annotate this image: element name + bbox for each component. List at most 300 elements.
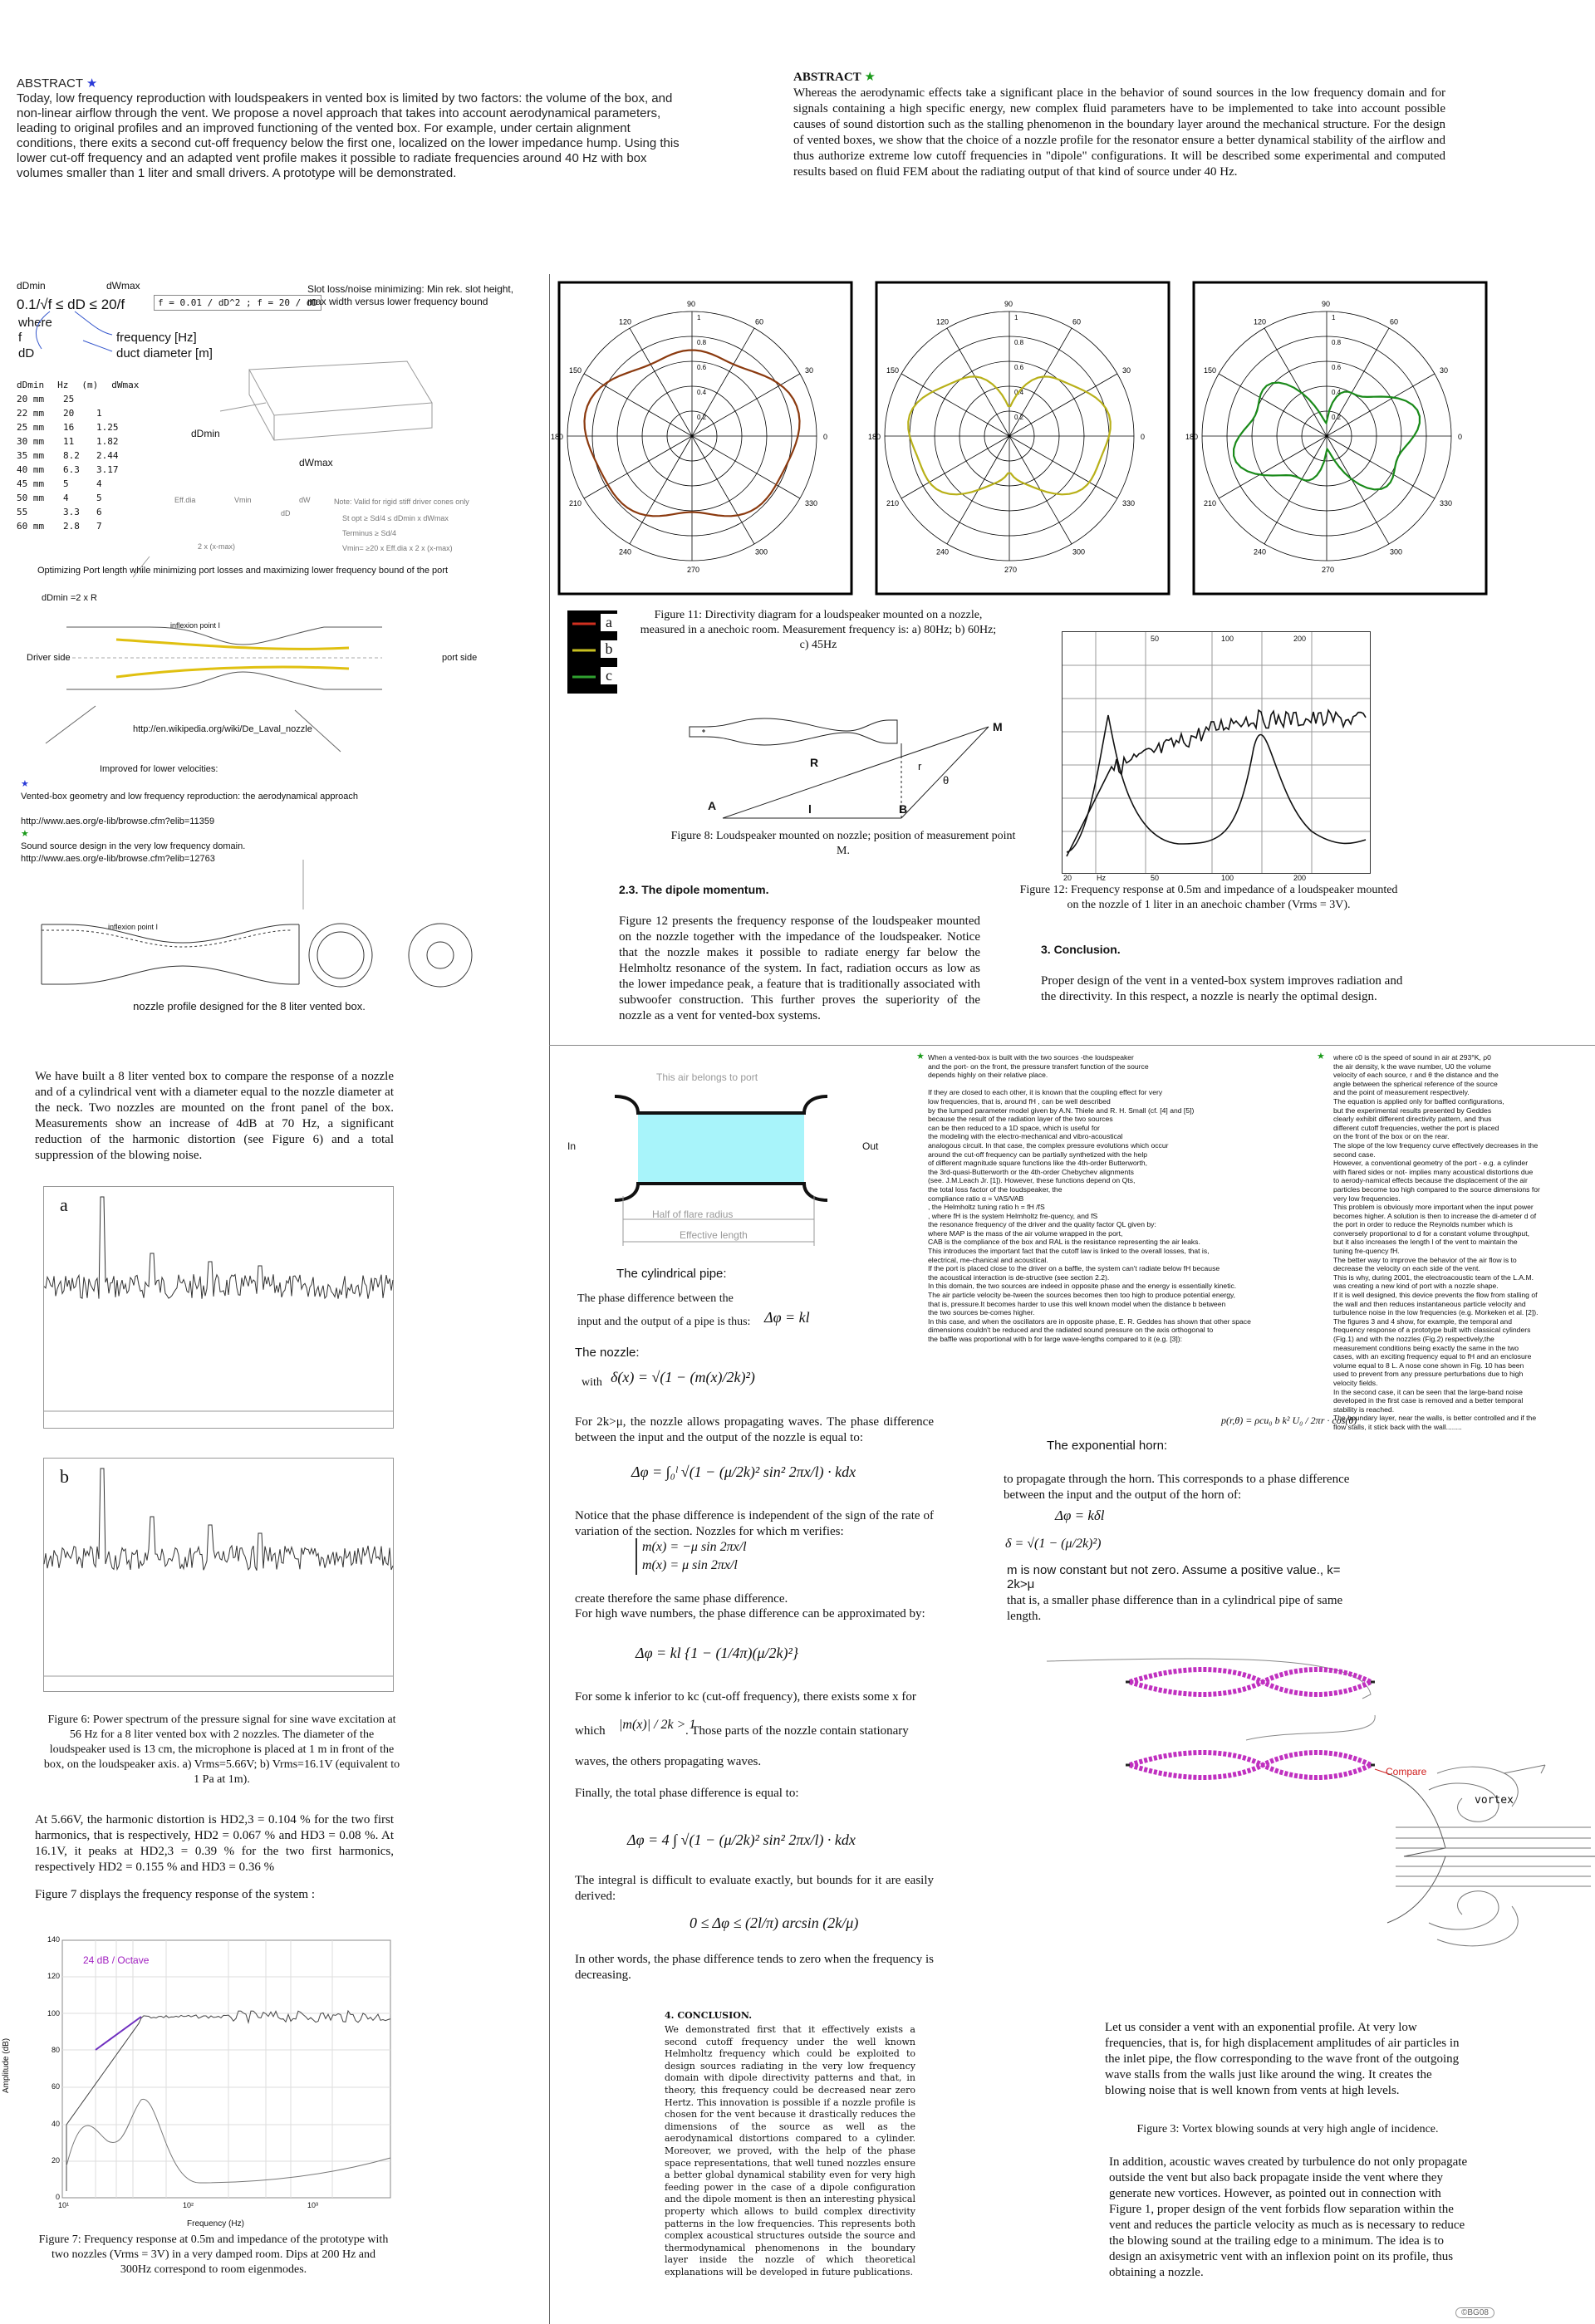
freq-table xyxy=(17,378,139,533)
valid-note: Note: Valid for rigid stiff driver cones only xyxy=(334,498,469,506)
fig12-bottom-tick: 50 xyxy=(1151,874,1160,882)
p-equation: p(r,θ) = ρcu₀ b k² U₀ / 2πr · cos(θ) xyxy=(1221,1415,1357,1426)
polar-angle-label: 300 xyxy=(1072,547,1086,556)
text-line: clearly exhibit different directivity pattern, and thus xyxy=(1333,1115,1492,1124)
horn-note: m is now constant but not zero. Assume a positive value., k= 2k>μ xyxy=(1007,1563,1341,1591)
table-cell: 6 xyxy=(96,507,102,517)
distortion-paragraph: At 5.66V, the harmonic distortion is HD2,3 = 0.104 % for the two first harmonics, that is respectively, HD2 = 0.067 % and HD3 = 0.08 %. At 16.1V, it peaks at HD2,3 = 0.39 % for the two first harmonics, respectively HD2 = 0.155 % and HD3 = 0.36 % xyxy=(35,1813,394,1874)
text-line: the total loss factor of the loudspeaker, the xyxy=(928,1184,1063,1194)
table-cell: 2.44 xyxy=(96,450,119,461)
text-line: The better way to improve the behavior of the air flow is to xyxy=(1333,1255,1517,1264)
text-line: When a vented-box is built with the two sources -the loudspeaker xyxy=(928,1053,1134,1061)
integral-text: The integral is difficult to evaluate exactly, but bounds for it are easily derived: xyxy=(575,1874,934,1903)
fig7-octave: 24 dB / Octave xyxy=(83,1954,150,1966)
conclusion4-text: We demonstrated first that it effectively exists a second cutoff frequency under the well known Helmholtz frequency which could be exploited to design sources radiating in the very low frequency domain with dipole directivity patterns and that, in theory, this frequency could be decreased near zero Hertz. This innovation is possible if a nozzle profile is chosen for the vent because it drastically reduces the dimensions of the source as well as the aerodynamical distortions compared to a cylinder. Moreover, we proved, with the help of the phase space representations, that well tuned nozzles ensure a better global dynamical stability even for very high feeding power in the case of a dipole configuration and the dipole moment is then an interesting physical property which allows to build complex directivity patterns in the low frequencies. This represents both complex acoustical structures outside the source and thermodynamical phenomenons in the boundary layer inside the nozzle of which theoretical explanations will be developed in future publications. xyxy=(665,2024,915,2277)
nozzle-title: The nozzle: xyxy=(575,1346,640,1360)
fig11-caption: Figure 11: Directivity diagram for a loudspeaker mounted on a nozzle, measured in a anechoic room. Measurement frequency is: a) 80Hz; b) 60Hz; c) 45Hz xyxy=(640,609,997,651)
text-line: the 3rd-quasi-Butterworth or the 4th-order Chebychev alignments xyxy=(928,1167,1134,1176)
text-line: and the point of measurement respectively. xyxy=(1333,1088,1470,1097)
xmax: 2 x (x-max) xyxy=(198,542,235,551)
row-divider xyxy=(549,1045,1595,1046)
formula-f1: f = 0.01 / dD^2 xyxy=(158,297,241,308)
table-cell: 5 xyxy=(96,493,102,503)
polar-angle-label: 240 xyxy=(619,547,632,556)
polar-angle-label: 30 xyxy=(1122,366,1131,375)
dd-desc: duct diameter [m] xyxy=(116,346,213,360)
text-line: analogous circuit. In that case, the complex pressure evolutions which occur xyxy=(928,1140,1169,1150)
cyl-title: The cylindrical pipe: xyxy=(616,1267,727,1281)
polar-angle-label: 330 xyxy=(805,499,818,507)
horn-eq1: Δφ = kδl xyxy=(1055,1508,1105,1523)
fig12-top-tick: 200 xyxy=(1293,635,1307,643)
table-row xyxy=(17,406,139,420)
polar-plot xyxy=(1185,282,1486,594)
eq2 xyxy=(636,1538,747,1575)
text-line: second case. xyxy=(1333,1150,1376,1159)
column-divider xyxy=(549,274,550,2324)
fig6b-plot xyxy=(43,1458,394,1692)
polar-angle-label: 240 xyxy=(936,547,950,556)
polar-plots xyxy=(551,282,1589,594)
text-line: In the second case, it can be seen that the large-band noise xyxy=(1333,1387,1523,1396)
fig7-ytick: 60 xyxy=(51,2082,60,2091)
notes-panel xyxy=(17,278,532,1017)
fig8-svg xyxy=(673,694,1030,822)
fig12-bottom-tick: 200 xyxy=(1293,874,1307,882)
text-line: The slope of the low frequency curve effectively decreases in the xyxy=(1333,1140,1539,1150)
fig12-bottom-tick: 20 xyxy=(1063,874,1072,882)
text-line: where c0 is the speed of sound in air at 293°K, ρ0 xyxy=(1333,1053,1491,1061)
eq5: Δφ = 4 ∫ √(1 − (μ/2k)² sin² 2πx/l) · kdx xyxy=(627,1831,856,1848)
table-cell: 1.82 xyxy=(96,436,119,447)
fig8-A: A xyxy=(708,799,717,812)
text-line: If they are closed to each other, it is known that the coupling effect for very xyxy=(928,1088,1163,1097)
table-cell: 25 mm xyxy=(17,422,45,433)
fig6a-label: a xyxy=(60,1194,68,1215)
table-row xyxy=(17,420,139,434)
table-cell: 4 xyxy=(96,478,102,489)
polar-angle-label: 150 xyxy=(568,366,582,375)
table-cell: 1.25 xyxy=(96,422,119,433)
polar-angle-label: 150 xyxy=(1203,366,1217,375)
polar-angle-label: 210 xyxy=(568,499,582,507)
text-line: volume equal to 8 L. A nose cone shown in Fig. 10 has been xyxy=(1333,1361,1524,1370)
vortex-caption: Figure 3: Vortex blowing sounds at very high angle of incidence. xyxy=(1136,2123,1439,2135)
driver-side: Driver side xyxy=(27,653,71,663)
abstract-right-title: ABSTRACT xyxy=(793,71,861,84)
intro-paragraph: We have built a 8 liter vented box to compare the response of a nozzle and of a cylindrical vent with a diameter equal to the nozzle diameter at the neck. Two nozzles are mounted on the front panel of the box. Measurements show an increase of 4dB at 70 Hz, a significant reduction of the harmonic distortion (see Figure 6) and a total suppression of the blowing noise. xyxy=(35,1070,394,1162)
star-icon: ★ xyxy=(864,71,876,84)
table-cell: 2.8 xyxy=(63,521,80,532)
text-line: was creating a new kind of port with a nozzle shape. xyxy=(1333,1282,1499,1291)
text-line: The equation is applied only for baffled configurations, xyxy=(1333,1096,1504,1106)
out-label: Out xyxy=(862,1140,879,1152)
table-cell: 3.17 xyxy=(96,464,119,475)
text-line: , where fH is the system Helmholtz fre-quency, and fS xyxy=(928,1211,1098,1220)
horn-smaller: that is, a smaller phase difference than in a cylindrical pipe of same length. xyxy=(1007,1594,1343,1623)
ref1-title: Vented-box geometry and low frequency reproduction: the aerodynamical approach xyxy=(21,792,359,802)
text-line: In this domain, the two sources are indeed in opposite phase and the energy is essentially kinetic. xyxy=(928,1282,1237,1291)
text-line: used to prevent from any pressure perturbations due to high xyxy=(1333,1370,1524,1379)
polar-radius-label: 0.4 xyxy=(1332,389,1342,396)
dipole-heading: 2.3. The dipole momentum. xyxy=(619,883,769,896)
vmin: Vmin xyxy=(234,496,252,504)
fig7-ytick: 120 xyxy=(47,1972,60,1981)
polar-angle-label: 90 xyxy=(1322,300,1331,308)
same-text: create therefore the same phase difference. xyxy=(575,1592,788,1606)
polar-radius-label: 1 xyxy=(697,314,701,321)
conclusion4-heading: 4. CONCLUSION. xyxy=(665,2010,753,2021)
polar-plot xyxy=(551,282,851,594)
vortex-diagram xyxy=(1047,1649,1595,2006)
text-line: different cutoff frequencies, wether the port is placed xyxy=(1333,1123,1499,1132)
fig7-ytick: 40 xyxy=(51,2119,60,2128)
text-line: In this case, and when the oscillators are in opposite phase, E. R. Geddes has shown that other space xyxy=(928,1316,1251,1326)
text-line: (Fig.1) and with the nozzles (Fig.2) respectively,the xyxy=(1333,1335,1494,1343)
polar-angle-label: 120 xyxy=(619,317,632,326)
text-line: This introduces the important fact that the cutoff law is linked to the overall losses, that is, xyxy=(928,1247,1210,1256)
text-line: the two sources be-comes higher. xyxy=(928,1308,1035,1317)
text-line: because the result of the radiation layer of the two sources xyxy=(928,1115,1113,1124)
fig7-ylabel: Amplitude (dB) xyxy=(2,2037,11,2093)
polar-angle-label: 0 xyxy=(1141,433,1146,441)
port-side: port side xyxy=(442,653,478,663)
polar-angle-label: 300 xyxy=(755,547,768,556)
ineq: 0.1/√f ≤ dD ≤ 20/f xyxy=(17,297,125,312)
abstract-right-text: Whereas the aerodynamic effects take a significant place in the behavior of sound sources in the low frequency domain and for signals containing a high specific energy, new complex fluid parameters have to be implemented to take into account possible causes of sound distortion such as the stalling phenomenon in the boundary layer around the mechanical structure. For the design of vented boxes, we show that the choice of a nozzle profile for the resonator ensure a better dynamical stability of the airflow and thus authorize extreme low cutoff frequencies in "dipole" configurations. It will be described some experimental and computed results based on fluid FEM about the radiating output of that kind of source under 40 Hz. xyxy=(793,86,1445,179)
where-label: where xyxy=(18,316,52,330)
text-line: electrical, me-chanical and acoustical. xyxy=(928,1255,1048,1264)
small-column-1 xyxy=(928,1053,1314,1344)
text-line: the acoustical interaction is de-structive (see section 2.2). xyxy=(928,1272,1110,1282)
text-line: compliance ratio α = VAS/VAB xyxy=(928,1194,1024,1203)
text-line: decrease the velocity on each side of the vent. xyxy=(1333,1264,1480,1273)
polar-angle-label: 180 xyxy=(1185,433,1199,441)
formula-f2: f = 20 / dD xyxy=(257,297,318,308)
vmin-formula: Vmin= ≥20 x Eff.dia x 2 x (x-max) xyxy=(342,544,453,552)
improved-label: Improved for lower velocities: xyxy=(100,764,218,774)
text-line: low frequencies, that is, around fH , can be well described xyxy=(928,1096,1111,1106)
star-glyph: ★ xyxy=(1317,1052,1325,1061)
star-icon: ★ xyxy=(86,76,98,91)
horn-text: to propagate through the horn. This corresponds to a phase difference between the input and the output of the horn of: xyxy=(1004,1473,1350,1502)
table-row xyxy=(17,434,139,449)
text-line: If the port is placed close to the driver on a baffle, the system can't radiate below fH because xyxy=(928,1264,1220,1273)
credit-badge: ©BG08 xyxy=(1455,2307,1494,2318)
text-line: velocity fields. xyxy=(1333,1378,1378,1387)
eq2a: m(x) = −μ sin 2πx/l xyxy=(642,1540,747,1554)
text-line: to aerody-namical effects because the displacement of the air xyxy=(1333,1176,1528,1185)
table-row xyxy=(17,519,139,533)
polar-angle-label: 120 xyxy=(1254,317,1267,326)
text-line: This problem is obviously more important when the input power xyxy=(1333,1203,1534,1212)
fig8-B: B xyxy=(899,802,908,816)
polar-angle-label: 0 xyxy=(823,433,828,441)
high-text: For high wave numbers, the phase difference can be approximated by: xyxy=(575,1607,925,1620)
table-row xyxy=(17,463,139,477)
ref2-url[interactable]: http://www.aes.org/e-lib/browse.cfm?elib=12763 xyxy=(21,854,215,864)
polar-angle-label: 210 xyxy=(1203,499,1217,507)
text-line: dimensions couldn't be reduced and the radiated sound pressure on the axis orthogonal to xyxy=(928,1326,1214,1335)
table-cell: 11 xyxy=(63,436,75,447)
polar-angle-label: 60 xyxy=(755,317,764,326)
polar-angle-label: 120 xyxy=(936,317,950,326)
text-line: by the lumped parameter model given by A.N. Thiele and R. H. Small (cf. [4] and [5]) xyxy=(928,1106,1195,1115)
fig12-plot xyxy=(1062,631,1371,874)
polar-angle-label: 180 xyxy=(868,433,881,441)
text-line: velocity of each source, r and θ the distance and the xyxy=(1333,1071,1499,1080)
wiki-link[interactable]: http://en.wikipedia.org/wiki/De_Laval_nozzle xyxy=(133,724,312,734)
fig8-M: M xyxy=(993,720,1003,733)
cyl-text: The phase difference between the input and the output of a pipe is thus: xyxy=(577,1292,751,1328)
text-line: the air density, k the wave number, U0 the volume xyxy=(1333,1061,1491,1071)
half-flare-label: Half of flare radius xyxy=(652,1209,734,1220)
polar-angle-label: 90 xyxy=(687,300,696,308)
table-cell: 6.3 xyxy=(63,464,80,475)
table-cell: 40 mm xyxy=(17,464,45,475)
text-line: can be then reduced to a 1D space, which is useful for xyxy=(928,1123,1100,1132)
text-line: the resonance frequency of the driver and the quality factor QL given by: xyxy=(928,1220,1156,1229)
eq4: |m(x)| / 2k > 1 xyxy=(619,1718,696,1732)
text-line: conversely proportional to d for a constant volume throughput, xyxy=(1333,1228,1529,1238)
table-cell: 4 xyxy=(63,493,69,503)
fig7-xtick: 10¹ xyxy=(58,2201,70,2209)
fig12-caption: Figure 12: Frequency response at 0.5m and impedance of a loudspeaker mounted on the nozzle of 1 liter in an anechoic chamber (Vrms = 3V). xyxy=(1019,884,1398,911)
fig12-top-tick: 50 xyxy=(1151,635,1160,643)
text-line: the baffle was proportional with b for large wave-lengths compared to it (e.g. [3]): xyxy=(928,1335,1183,1343)
text-line: turbulence noise in the low frequencies (e.g. Morkeken et al. [2]). xyxy=(1333,1308,1539,1317)
fig11-legend xyxy=(567,610,617,694)
table-cell: 35 mm xyxy=(17,450,45,461)
fig12-bottom-tick: Hz xyxy=(1097,874,1106,882)
fig8-R: R xyxy=(810,756,819,769)
table-cell: 7 xyxy=(96,521,102,532)
fig7-yticks xyxy=(40,1934,60,2220)
dwmax-label: dWmax xyxy=(106,280,140,292)
fig6b-svg xyxy=(44,1459,393,1691)
text-line: This is why, during 2001, the electroacoustic team of the L.A.M. xyxy=(1333,1272,1534,1282)
nozzle-with: with xyxy=(582,1376,602,1389)
other-text: In other words, the phase difference tends to zero when the frequency is decreasing. xyxy=(575,1953,934,1982)
star-glyph: ★ xyxy=(916,1052,925,1061)
polar-radius-label: 0.4 xyxy=(1014,389,1024,396)
fig7-caption: Figure 7: Frequency response at 0.5m and impedance of the prototype with two nozzles (Vrms = 3V) in a very damped room. Dips at 200 Hz and 300Hz correspond to room eigenmodes. xyxy=(38,2233,389,2276)
table-body xyxy=(17,392,139,533)
legend-c: c xyxy=(601,667,617,684)
polar-plot xyxy=(868,282,1169,594)
fig6-caption: Figure 6: Power spectrum of the pressure signal for sine wave excitation at 56 Hz for a 8 liter vented box with 2 nozzles. The diameter of the loudspeaker used is 13 cm, the microphone is placed at 1 m in front of the box, on the loudspeaker axis. a) Vrms=5.66V; b) Vrms=16.1V (equivalent to 1 Pa at 1m). xyxy=(43,1714,400,1786)
table-cell: 50 mm xyxy=(17,493,45,503)
text-line: on the front of the box or on the rear. xyxy=(1333,1132,1450,1141)
text-line: of different magnitude square functions like the 4th-order Butterworth, xyxy=(928,1159,1148,1168)
table-cell: 5 xyxy=(63,478,69,489)
text-line: (see. J.M.Leach Jr. [1]). However, these functions depend on Qts, xyxy=(928,1176,1136,1185)
eq1: Δφ = ∫₀ˡ √(1 − (μ/2k)² sin² 2πx/l) · kdx xyxy=(631,1464,856,1480)
fig8-caption: Figure 8: Loudspeaker mounted on nozzle; position of measurement point M. xyxy=(670,830,1016,857)
polar-angle-label: 60 xyxy=(1390,317,1399,326)
ref2-title: Sound source design in the very low frequency domain. xyxy=(21,841,246,851)
table-cell: 60 mm xyxy=(17,521,45,532)
text-line: angle between the spherical reference of the source xyxy=(1333,1079,1498,1088)
text-line: depends highly on their relative place. xyxy=(928,1071,1048,1080)
text-line: cases, with an exciting frequency equal to fH and an enclosure xyxy=(1333,1352,1532,1361)
polar-angle-label: 270 xyxy=(1322,566,1335,574)
text-line: with flared sides or not- implies many acoustical distortions due xyxy=(1333,1167,1534,1176)
inflexion-label: inflexion point I xyxy=(170,621,221,630)
text-line: frequency response of a prototype built with classical cylinders xyxy=(1333,1326,1531,1335)
nozzle-caption: nozzle profile designed for the 8 liter vented box. xyxy=(133,1000,366,1012)
text-line: very low frequencies. xyxy=(1333,1194,1401,1203)
vortex-text2: In addition, acoustic waves created by turbulence do not only propagate outside the vent but also back propagate inside the vent where they generate new vortices. However, as pointed out in connection with Figure 1, proper design of the vent forbids flow separation within the vent and reduces the particle velocity as much as is necessary to reduce the blowing sound at the trailing edge to a minimum. The idea is to design an axisymetric vent with an inflexion point on its profile, thus obtaining a nozzle. xyxy=(1109,2155,1468,2279)
polar-angle-label: 240 xyxy=(1254,547,1267,556)
dd-label: dD xyxy=(18,346,35,360)
waves-text: waves, the others propagating waves. xyxy=(575,1755,762,1768)
fig7-svg xyxy=(17,1934,399,2220)
table-cell: 20 xyxy=(63,408,75,419)
fig12-svg xyxy=(1063,632,1370,873)
ref1 xyxy=(21,778,358,865)
which-text: which xyxy=(575,1724,606,1738)
table-row xyxy=(17,505,139,519)
table-cell xyxy=(96,392,130,406)
polar-angle-label: 90 xyxy=(1004,300,1013,308)
fig7-xtick: 10² xyxy=(183,2201,194,2209)
polar-angle-label: 330 xyxy=(1122,499,1136,507)
star-icon: ★ xyxy=(21,829,29,839)
text-line: the port in order to reduce the Reynolds number which is xyxy=(1333,1220,1513,1229)
polar-radius-label: 0.2 xyxy=(1014,414,1024,421)
fig7-xticks xyxy=(58,2201,390,2213)
polar-angle-label: 0 xyxy=(1458,433,1463,441)
pipe-svg xyxy=(573,1071,922,1258)
table-header-cell: Hz xyxy=(57,380,69,390)
box-dwmax: dWmax xyxy=(299,457,333,468)
fig8-l: l xyxy=(808,802,812,816)
text-line: , the Helmholtz tuning ratio h = fH /fS xyxy=(928,1203,1045,1212)
ref1-url[interactable]: http://www.aes.org/e-lib/browse.cfm?elib=11359 xyxy=(21,816,215,826)
eq2b: m(x) = μ sin 2πx/l xyxy=(642,1558,738,1572)
polar-radius-label: 0.8 xyxy=(1332,339,1342,346)
text-line: However, a conventional geometry of the port - e.g. a cylinder xyxy=(1333,1159,1529,1168)
fig6a-svg xyxy=(44,1187,393,1428)
table-row xyxy=(17,491,139,505)
text-line: The boundary layer, near the walls, is better controlled and if the xyxy=(1333,1414,1537,1423)
conclusion3-text: Proper design of the vent in a vented-box system improves radiation and the directivity. In this respect, a nozzle is nearly the optimal design. xyxy=(1041,974,1403,1003)
vortex-svg xyxy=(1047,1649,1595,2006)
abstract-left-text: Today, low frequency reproduction with loudspeakers in vented box is limited by two factors: the volume of the box, and non-linear airflow through the vent. We propose a novel approach that takes into account aerodynamical parameters, leading to original profiles and an improved functioning of the vented box. For example, under certain alignment conditions, there exits a second cut-off frequency below the first one, localized on the lower impedance hump. Using this lower cut-off frequency and an adapted vent profile makes it possible to radiate frequencies around 40 Hz with box volumes smaller than 1 liter and small drivers. A prototype will be demonstrated. xyxy=(17,91,680,180)
text-line: The air particle velocity be-tween the sources becomes then too high to produce potential energy, xyxy=(928,1291,1236,1300)
text-line: If it is well designed, this device prevents the flow from stalling of xyxy=(1333,1291,1538,1300)
star-icon xyxy=(1317,1051,1325,1061)
eff-dia: Eff.dia xyxy=(174,496,196,504)
inflexion2-label: inflexion point I xyxy=(108,923,159,931)
small-column-2 xyxy=(1333,1053,1587,1432)
polar-radius-label: 0.6 xyxy=(1332,364,1342,371)
text-line: particles become too high compared to the source dimensions for xyxy=(1333,1184,1540,1194)
polar-svg xyxy=(551,282,1589,594)
prop-text: For 2k>μ, the nozzle allows propagating waves. The phase difference between the input and the output of the nozzle is equal to: xyxy=(575,1415,934,1444)
indep-text: Notice that the phase difference is independent of the sign of the rate of variation of the section. Nozzles for which m verifies: xyxy=(575,1509,934,1538)
polar-radius-label: 0.2 xyxy=(697,414,707,421)
text-line: around the cut-off frequency can be partially synthetized with the help xyxy=(928,1150,1148,1159)
f-label: f xyxy=(18,331,22,345)
dw: dW xyxy=(299,496,311,504)
nozzle-eq: δ(x) = √(1 − (m(x)/2k)²) xyxy=(611,1369,755,1385)
fig8-diagram xyxy=(673,694,1030,822)
f-desc: frequency [Hz] xyxy=(116,331,197,345)
dmin-r: dDmin =2 x R xyxy=(42,593,97,603)
slot-note: Slot loss/noise minimizing: Min rek. slot height, max width versus lower frequency bound xyxy=(307,283,514,307)
table-cell: 55 xyxy=(17,507,28,517)
text-line: but it also increases the length l of the vent to maintain the xyxy=(1333,1238,1518,1247)
table-cell: 25 xyxy=(63,394,75,404)
polar-radius-label: 0.6 xyxy=(1014,364,1024,371)
text-line: that is, pressure.It becomes harder to use this well known model when the distance b between xyxy=(928,1299,1226,1308)
table-cell: 45 mm xyxy=(17,478,45,489)
table-header-cell: dWmax xyxy=(111,380,140,390)
text-line: developed in the first case is removed and a better temporal xyxy=(1333,1396,1524,1405)
polar-angle-label: 30 xyxy=(1440,366,1449,375)
cyl-eq: Δφ = kl xyxy=(764,1309,810,1326)
dmin-label: dDmin xyxy=(17,280,46,292)
text-line: and the port- on the front, the pressure transfert function of the source xyxy=(928,1061,1149,1071)
polar-radius-label: 1 xyxy=(1332,314,1336,321)
abstract-left-title: ABSTRACT xyxy=(17,76,83,91)
polar-radius-label: 1 xyxy=(1014,314,1018,321)
star-icon xyxy=(916,1051,925,1061)
in-label: In xyxy=(567,1140,577,1152)
table-row xyxy=(17,449,139,463)
star-icon: ★ xyxy=(21,779,29,789)
polar-radius-label: 0.8 xyxy=(697,339,707,346)
polar-radius-label: 0.4 xyxy=(697,389,707,396)
fig6a-plot xyxy=(43,1186,394,1429)
fig7-xtick: 10³ xyxy=(307,2201,319,2209)
text-line: the wall and then reduces instantaneous particle velocity and xyxy=(1333,1299,1526,1308)
table-cell: 20 mm xyxy=(17,394,45,404)
text-line: flow stalls, it stick back with the wall........ xyxy=(1333,1422,1462,1431)
table-cell: 3.3 xyxy=(63,507,80,517)
table-cell: 22 mm xyxy=(17,408,45,419)
fig7-intro: Figure 7 displays the frequency response of the system : xyxy=(35,1888,316,1901)
dipole-text: Figure 12 presents the frequency response of the loudspeaker mounted on the nozzle together with the impedance of the loudspeaker. Notice that the nozzle makes it possible to radiate energy far below the Helmholtz resonance of the system. In fact, radiation occurs as low as the lower impedance peak, a feature that is traditionally associated with subwoofer construction. This further proves the superiority of the nozzle as a vent for vented-box systems. xyxy=(619,914,980,1022)
legend-a: a xyxy=(601,614,617,631)
air-label: This air belongs to port xyxy=(656,1071,758,1083)
polar-radius-label: 0.8 xyxy=(1014,339,1024,346)
optimizing-note: Optimizing Port length while minimizing port losses and maximizing lower frequency bound of the port xyxy=(37,566,449,576)
horn-eq2: δ = √(1 − (μ/2k)²) xyxy=(1005,1537,1102,1551)
fig7-ytick: 80 xyxy=(51,2045,60,2054)
effective-label: Effective length xyxy=(680,1229,748,1241)
text-line: The figures 3 and 4 show, for example, the temporal and xyxy=(1333,1316,1512,1326)
table-header-cell: dDmin xyxy=(17,380,45,390)
table-cell: 1 xyxy=(96,408,102,419)
conclusion3-heading: 3. Conclusion. xyxy=(1041,943,1121,956)
polar-angle-label: 60 xyxy=(1072,317,1082,326)
table-row xyxy=(17,477,139,491)
vortex-text: Let us consider a vent with an exponential profile. At very low frequencies, that is, for high displacement amplitudes of air particles in the inlet pipe, the flow corresponding to the wave front of the outgoing wave stalls from the walls just like around the wing. It creates the blowing noise that is well known from vents at high levels. xyxy=(1105,2021,1460,2097)
polar-radius-label: 0.6 xyxy=(697,364,707,371)
table-header-cell: (m) xyxy=(81,380,99,390)
polar-angle-label: 300 xyxy=(1390,547,1403,556)
fig7-xlabel: Frequency (Hz) xyxy=(187,2219,244,2228)
polar-angle-label: 210 xyxy=(886,499,900,507)
fig8-r: r xyxy=(918,760,922,772)
table-header xyxy=(17,378,139,392)
polar-angle-label: 270 xyxy=(687,566,700,574)
table-row xyxy=(17,392,139,406)
fig7-ytick: 0 xyxy=(55,2193,60,2202)
